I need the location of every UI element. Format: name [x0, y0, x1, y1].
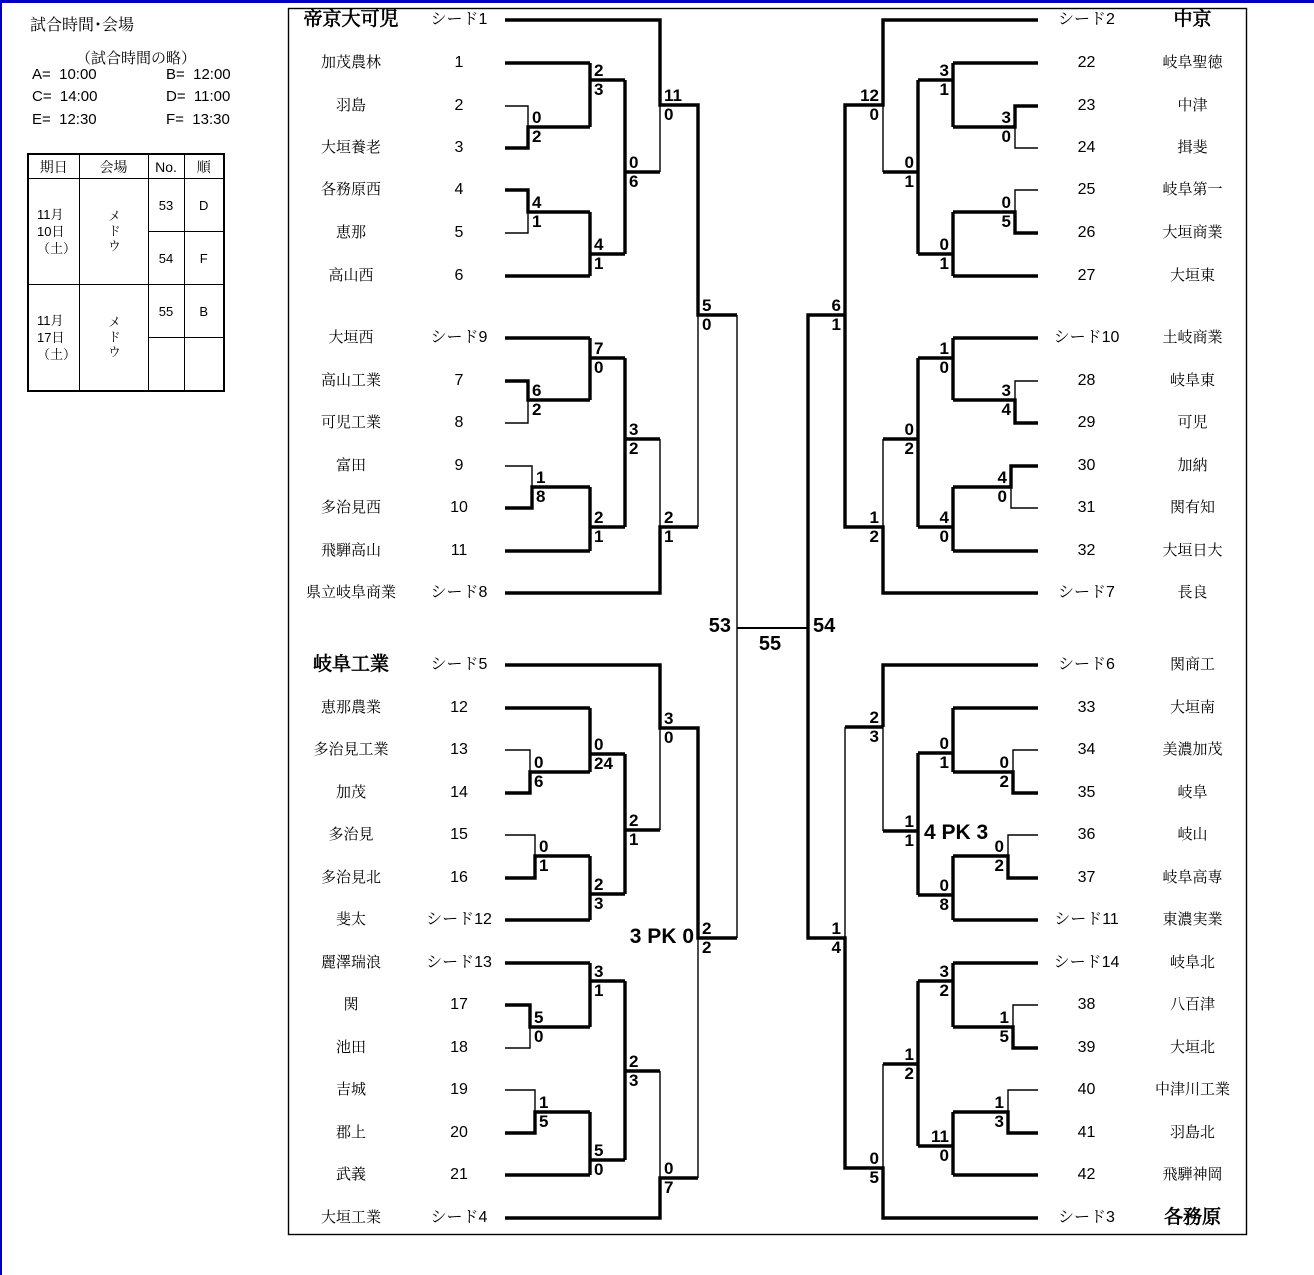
match-score: 6 2 — [532, 381, 542, 419]
team-row — [1034, 137, 1246, 159]
team-name: 羽島北 — [1169, 1124, 1215, 1141]
team-label: 14 — [450, 784, 468, 801]
match-no-cell: 54 — [148, 232, 184, 285]
match-score: 3 0 — [1001, 108, 1011, 146]
team-row — [1034, 52, 1246, 74]
team-name: 岐阜第一 — [1162, 181, 1223, 198]
time-slot-e: E= 12:30 — [32, 111, 97, 128]
team-label: 32 — [1077, 542, 1096, 559]
team-name: 大垣北 — [1169, 1039, 1215, 1056]
match-score: 3 0 — [664, 709, 674, 747]
team-row — [288, 952, 504, 974]
team-row — [1034, 222, 1246, 244]
team-name: 関商工 — [1169, 656, 1215, 673]
team-label: シード13 — [426, 954, 492, 971]
match-score: 0 6 — [534, 753, 544, 791]
match-score: 3 1 — [594, 962, 604, 1000]
team-row — [1034, 370, 1246, 392]
team-label: シード5 — [430, 656, 488, 673]
team-name: 郡上 — [335, 1124, 366, 1141]
team-label: シード10 — [1053, 329, 1120, 346]
team-row — [1034, 824, 1246, 846]
date-line: 17日 — [37, 330, 65, 345]
team-name: 揖斐 — [1177, 139, 1208, 156]
team-row — [1034, 540, 1246, 562]
team-row — [1034, 1164, 1246, 1186]
team-name: 各務原 — [1163, 1207, 1221, 1228]
team-row — [288, 52, 504, 74]
team-name: 各務原西 — [320, 181, 381, 198]
team-row — [1034, 582, 1246, 604]
team-label: 41 — [1077, 1124, 1096, 1141]
match-order-cell: D — [184, 179, 224, 232]
team-name: 中津川工業 — [1154, 1081, 1230, 1098]
match-score: 7 0 — [594, 339, 604, 377]
team-label: 29 — [1077, 414, 1096, 431]
team-name: 高山工業 — [320, 372, 381, 389]
team-name: 大垣東 — [1169, 267, 1215, 284]
time-slot-c: C= 14:00 — [32, 88, 98, 105]
team-row — [288, 582, 504, 604]
team-row — [288, 1207, 504, 1229]
match-score: 4 0 — [939, 508, 949, 546]
team-name: 可児 — [1177, 414, 1208, 431]
semifinal-score: 5 0 — [702, 296, 712, 334]
match-score: 0 1 — [539, 837, 549, 875]
col-header-venue: 会場 — [79, 154, 148, 179]
team-label: 16 — [450, 869, 468, 886]
team-row — [1034, 952, 1246, 974]
match-score: 0 2 — [999, 753, 1009, 791]
match-score: 1 3 — [994, 1093, 1004, 1131]
team-row — [288, 179, 504, 201]
semifinal-score: 6 1 — [831, 296, 841, 334]
team-label: 6 — [454, 267, 464, 284]
team-label: 13 — [450, 741, 468, 758]
match-no-cell: 55 — [148, 285, 184, 338]
team-label: 10 — [450, 499, 468, 516]
match-score: 0 5 — [1001, 193, 1011, 231]
team-label: シード7 — [1058, 584, 1115, 601]
team-row — [1034, 782, 1246, 804]
team-label: 2 — [454, 97, 464, 114]
match-score: 1 2 — [904, 1045, 914, 1083]
team-label: 39 — [1077, 1039, 1096, 1056]
match-score: 3 1 — [939, 61, 949, 99]
match-score: 0 1 — [939, 734, 949, 772]
match-score: 3 2 — [629, 420, 639, 458]
team-label: 8 — [454, 414, 464, 431]
team-row — [288, 370, 504, 392]
team-row — [1034, 1037, 1246, 1059]
match-score: 12 0 — [860, 86, 879, 124]
team-row — [1034, 497, 1246, 519]
team-label: 7 — [454, 372, 464, 389]
match-score: 11 0 — [664, 86, 682, 124]
team-label: 33 — [1077, 699, 1096, 716]
team-name: 加納 — [1177, 457, 1208, 474]
team-row — [1034, 9, 1246, 31]
team-row — [1034, 1122, 1246, 1144]
team-label: 17 — [450, 996, 468, 1013]
match-score: 11 0 — [931, 1127, 949, 1165]
match-score: 1 2 — [869, 508, 879, 546]
team-label: 42 — [1077, 1166, 1096, 1183]
team-name: 麗澤瑞浪 — [320, 954, 381, 971]
match-score: 0 24 — [594, 735, 613, 773]
team-name: 県立岐阜商業 — [305, 584, 396, 601]
team-label: 1 — [454, 54, 464, 71]
team-label: シード8 — [430, 584, 488, 601]
team-row — [288, 994, 504, 1016]
team-name: 武義 — [335, 1166, 366, 1183]
team-row — [1034, 994, 1246, 1016]
team-name: 関 — [343, 996, 359, 1013]
team-label: 23 — [1077, 97, 1096, 114]
team-label: シード6 — [1058, 656, 1115, 673]
team-label: 18 — [450, 1039, 468, 1056]
team-name: 岐山 — [1177, 826, 1208, 843]
team-label: 5 — [454, 224, 464, 241]
col-header-no: No. — [148, 154, 184, 179]
match-score: 0 1 — [939, 235, 949, 273]
match-score: 4 1 — [594, 235, 604, 273]
team-label: 27 — [1077, 267, 1096, 284]
team-row — [288, 1037, 504, 1059]
team-label: 19 — [450, 1081, 468, 1098]
team-label: 11 — [450, 542, 468, 559]
team-label: 31 — [1077, 499, 1096, 516]
date-line: 11月 — [37, 207, 64, 222]
team-label: 4 — [454, 181, 464, 198]
team-name: 中京 — [1173, 9, 1212, 30]
match-score: 2 1 — [594, 508, 604, 546]
match-score: 5 0 — [594, 1141, 604, 1179]
venue-cell: メドウ — [79, 285, 148, 392]
time-slot-b: B= 12:00 — [166, 66, 231, 83]
team-label: 20 — [450, 1124, 468, 1141]
team-row — [1034, 265, 1246, 287]
team-label: 36 — [1077, 826, 1096, 843]
match-score: 1 1 — [904, 812, 914, 850]
match-score: 2 3 — [869, 708, 879, 746]
team-name: 帝京大可児 — [303, 9, 399, 30]
match-score: 0 2 — [532, 108, 542, 146]
team-name: 斐太 — [335, 911, 366, 928]
legend-subtitle: （試合時間の略） — [76, 50, 197, 67]
match-score: 0 7 — [664, 1159, 674, 1197]
team-name: 多治見工業 — [313, 741, 389, 758]
match-score: 1 5 — [999, 1008, 1009, 1046]
time-slot-f: F= 13:30 — [166, 111, 230, 128]
team-label: 22 — [1077, 54, 1096, 71]
team-label: シード9 — [430, 329, 488, 346]
team-label: 15 — [450, 826, 468, 843]
team-name: 池田 — [335, 1039, 366, 1056]
team-label: シード1 — [430, 11, 488, 28]
match-score: 4 1 — [532, 193, 542, 231]
team-label: シード11 — [1054, 911, 1119, 928]
bracket-thick-lines — [505, 20, 1038, 1218]
team-row — [288, 455, 504, 477]
team-row — [1034, 1207, 1246, 1229]
team-label: 12 — [450, 699, 468, 716]
team-row — [288, 540, 504, 562]
date-line: 10日 — [37, 224, 65, 239]
team-label: シード4 — [430, 1209, 488, 1226]
team-name: 羽島 — [335, 97, 366, 114]
team-row — [1034, 95, 1246, 117]
pk-result-right: 4 PK 3 — [924, 821, 989, 844]
team-label: 34 — [1077, 741, 1096, 758]
team-row — [288, 697, 504, 719]
team-name: 多治見北 — [320, 869, 381, 886]
team-name: 大垣養老 — [320, 139, 381, 156]
team-row — [288, 867, 504, 889]
match-order-cell: F — [184, 232, 224, 285]
team-label: 21 — [450, 1166, 468, 1183]
team-name: 可児工業 — [320, 414, 381, 431]
team-name: 長良 — [1177, 584, 1208, 601]
match-score: 2 1 — [664, 508, 674, 546]
team-name: 岐阜高専 — [1162, 869, 1223, 886]
team-name: 土岐商業 — [1162, 329, 1223, 346]
team-label: シード2 — [1058, 11, 1115, 28]
team-label: 9 — [454, 457, 464, 474]
team-row — [1034, 327, 1246, 349]
final-match-no: 55 — [758, 633, 782, 655]
team-row — [288, 412, 504, 434]
team-name: 加茂農林 — [320, 54, 381, 71]
team-name: 高山西 — [328, 267, 374, 284]
semifinal-left-match-no: 53 — [708, 615, 731, 637]
team-name: 大垣南 — [1169, 699, 1215, 716]
time-slot-d: D= 11:00 — [166, 88, 231, 105]
team-name: 多治見西 — [320, 499, 381, 516]
team-label: 40 — [1077, 1081, 1096, 1098]
team-row — [288, 265, 504, 287]
match-score: 2 1 — [629, 811, 639, 849]
semifinal-score: 2 2 — [702, 919, 712, 957]
match-score: 1 5 — [539, 1093, 549, 1131]
team-row — [1034, 179, 1246, 201]
team-row — [288, 137, 504, 159]
team-row — [288, 739, 504, 761]
team-name: 飛騨神岡 — [1162, 1166, 1223, 1183]
team-label: 3 — [454, 139, 464, 156]
team-name: 大垣日大 — [1162, 542, 1223, 559]
match-score: 2 3 — [594, 61, 604, 99]
team-name: 飛騨高山 — [320, 542, 381, 559]
col-header-order: 順 — [184, 154, 224, 179]
match-score: 2 3 — [594, 875, 604, 913]
team-name: 加茂 — [335, 784, 366, 801]
match-no-cell: 53 — [148, 179, 184, 232]
match-score: 3 2 — [939, 962, 949, 1000]
team-name: 美濃加茂 — [1162, 741, 1223, 758]
match-score: 1 8 — [536, 468, 546, 506]
date-line: （土） — [37, 347, 77, 362]
team-row — [288, 782, 504, 804]
team-name: 岐阜北 — [1169, 954, 1215, 971]
match-score: 2 3 — [629, 1052, 639, 1090]
team-name: 恵那農業 — [320, 699, 381, 716]
team-row — [1034, 1079, 1246, 1101]
team-row — [288, 327, 504, 349]
match-score: 0 2 — [904, 420, 914, 458]
team-row — [288, 497, 504, 519]
team-label: 24 — [1077, 139, 1096, 156]
semifinal-right-match-no: 54 — [813, 615, 836, 637]
match-score: 4 0 — [997, 468, 1007, 506]
pk-result-left: 3 PK 0 — [629, 925, 694, 948]
team-name: 岐阜工業 — [312, 654, 389, 675]
time-slot-a: A= 10:00 — [32, 66, 97, 83]
team-row — [1034, 867, 1246, 889]
match-order-cell: B — [184, 285, 224, 338]
match-score: 0 6 — [629, 153, 639, 191]
team-name: 富田 — [335, 457, 366, 474]
team-name: 岐阜 — [1177, 784, 1208, 801]
team-name: 中津 — [1177, 97, 1208, 114]
team-name: 関有知 — [1169, 499, 1215, 516]
team-label: 37 — [1077, 869, 1096, 886]
team-row — [288, 1164, 504, 1186]
team-label: 35 — [1077, 784, 1096, 801]
date-line: 11月 — [37, 313, 64, 328]
team-row — [288, 1122, 504, 1144]
match-score: 0 8 — [939, 876, 949, 914]
venue-cell: メドウ — [79, 179, 148, 285]
team-label: 25 — [1077, 181, 1096, 198]
team-name: 岐阜東 — [1169, 372, 1215, 389]
team-row — [1034, 412, 1246, 434]
team-row — [288, 9, 504, 31]
team-row — [1034, 739, 1246, 761]
team-row — [1034, 909, 1246, 931]
col-header-date: 期日 — [28, 154, 79, 179]
team-label: シード14 — [1053, 954, 1120, 971]
match-score: 0 1 — [904, 153, 914, 191]
team-name: 大垣西 — [328, 329, 374, 346]
team-label: シード3 — [1058, 1209, 1115, 1226]
team-row — [288, 1079, 504, 1101]
match-score: 1 0 — [939, 339, 949, 377]
team-label: 38 — [1077, 996, 1096, 1013]
legend-title: 試合時間･会場 — [30, 17, 135, 34]
team-row — [1034, 455, 1246, 477]
date-line: （土） — [37, 241, 77, 256]
team-row — [288, 95, 504, 117]
team-name: 岐阜聖徳 — [1162, 54, 1223, 71]
match-score: 5 0 — [534, 1008, 544, 1046]
team-label: 26 — [1077, 224, 1096, 241]
team-row — [288, 909, 504, 931]
match-score: 0 2 — [994, 837, 1004, 875]
team-name: 吉城 — [335, 1081, 366, 1098]
match-score: 3 4 — [1001, 381, 1011, 419]
team-row — [288, 222, 504, 244]
team-name: 大垣工業 — [320, 1209, 381, 1226]
semifinal-score: 1 4 — [831, 919, 841, 957]
team-row — [1034, 654, 1246, 676]
team-row — [1034, 697, 1246, 719]
match-score: 0 5 — [869, 1149, 879, 1187]
team-label: シード12 — [426, 911, 492, 928]
team-row — [288, 824, 504, 846]
team-name: 恵那 — [335, 224, 366, 241]
team-label: 28 — [1077, 372, 1096, 389]
team-name: 大垣商業 — [1162, 224, 1223, 241]
team-name: 東濃実業 — [1162, 911, 1223, 928]
team-name: 多治見 — [328, 826, 374, 843]
team-label: 30 — [1077, 457, 1096, 474]
team-name: 八百津 — [1169, 996, 1215, 1013]
team-row — [288, 654, 504, 676]
